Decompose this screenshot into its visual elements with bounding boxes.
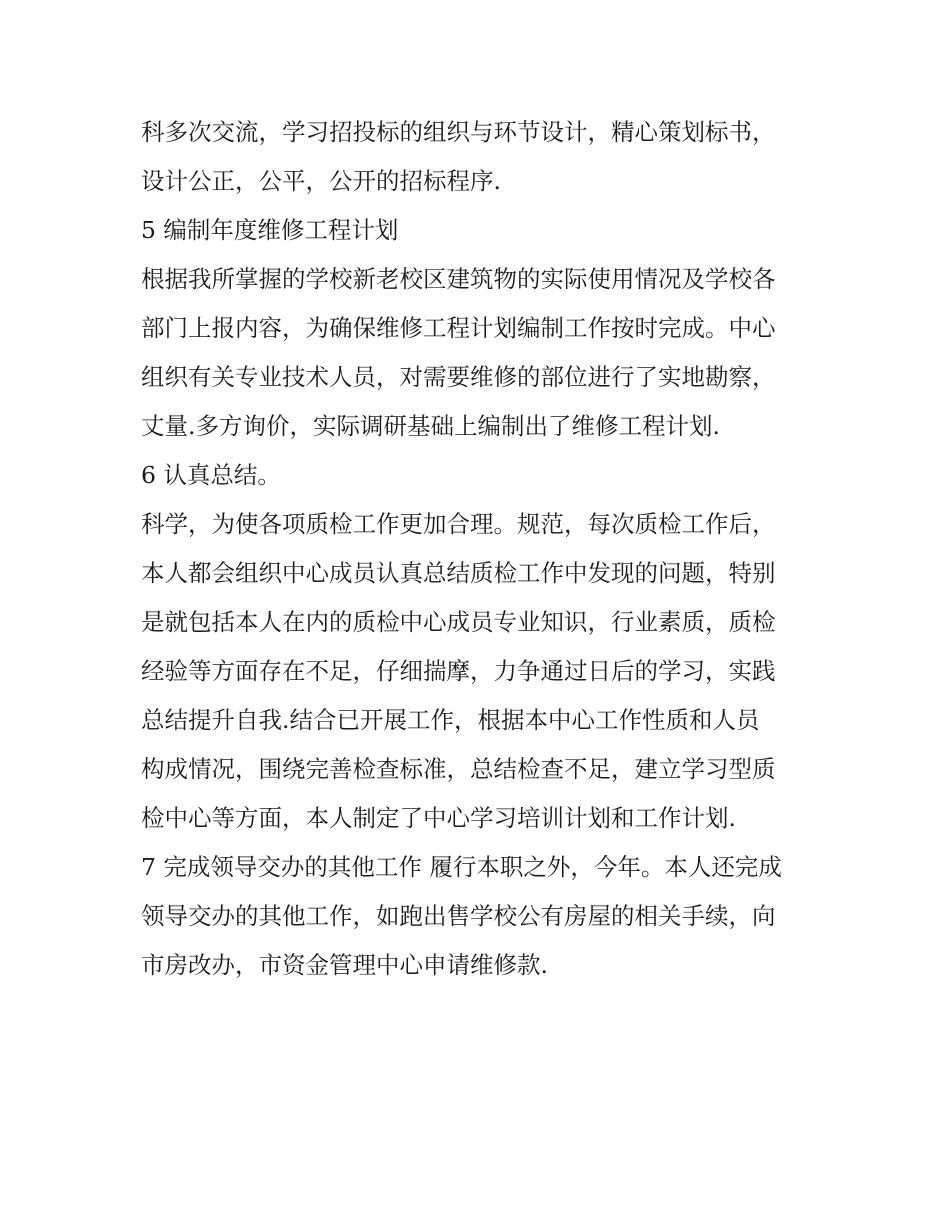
paragraph-line: 本人都会组织中心成员认真总结质检工作中发现的问题，特别 xyxy=(141,559,776,587)
paragraph-line: 科多次交流，学习招投标的组织与环节设计，精心策划标书， xyxy=(141,118,776,146)
paragraph-line: 总结提升自我.结合已开展工作，根据本中心工作性质和人员 xyxy=(141,706,760,734)
paragraph-line: 是就包括本人在内的质检中心成员专业知识，行业素质，质检 xyxy=(141,608,776,636)
paragraph-line: 组织有关专业技术人员，对需要维修的部位进行了实地勘察， xyxy=(141,363,776,391)
section-heading: 5 编制年度维修工程计划 xyxy=(141,216,399,244)
paragraph-line: 根据我所掌握的学校新老校区建筑物的实际使用情况及学校各 xyxy=(141,265,776,293)
paragraph-line: 检中心等方面，本人制定了中心学习培训计划和工作计划. xyxy=(141,804,736,832)
paragraph-line: 领导交办的其他工作，如跑出售学校公有房屋的相关手续，向 xyxy=(141,902,776,930)
paragraph-line: 科学，为使各项质检工作更加合理。规范，每次质检工作后， xyxy=(141,510,776,538)
paragraph-line: 设计公正，公平，公开的招标程序. xyxy=(141,167,501,195)
paragraph-line: 构成情况，围绕完善检查标准，总结检查不足，建立学习型质 xyxy=(141,755,776,783)
section-heading: 6 认真总结。 xyxy=(141,461,281,489)
paragraph-line: 丈量.多方询价，实际调研基础上编制出了维修工程计划. xyxy=(141,412,720,440)
paragraph-line: 经验等方面存在不足，仔细揣摩，力争通过日后的学习，实践 xyxy=(141,657,776,685)
section-heading: 7 完成领导交办的其他工作 履行本职之外，今年。本人还完成 xyxy=(141,853,782,881)
document-body xyxy=(141,108,831,990)
paragraph-line: 部门上报内容，为确保维修工程计划编制工作按时完成。中心 xyxy=(141,314,776,342)
paragraph-line: 市房改办，市资金管理中心申请维修款. xyxy=(141,951,548,979)
